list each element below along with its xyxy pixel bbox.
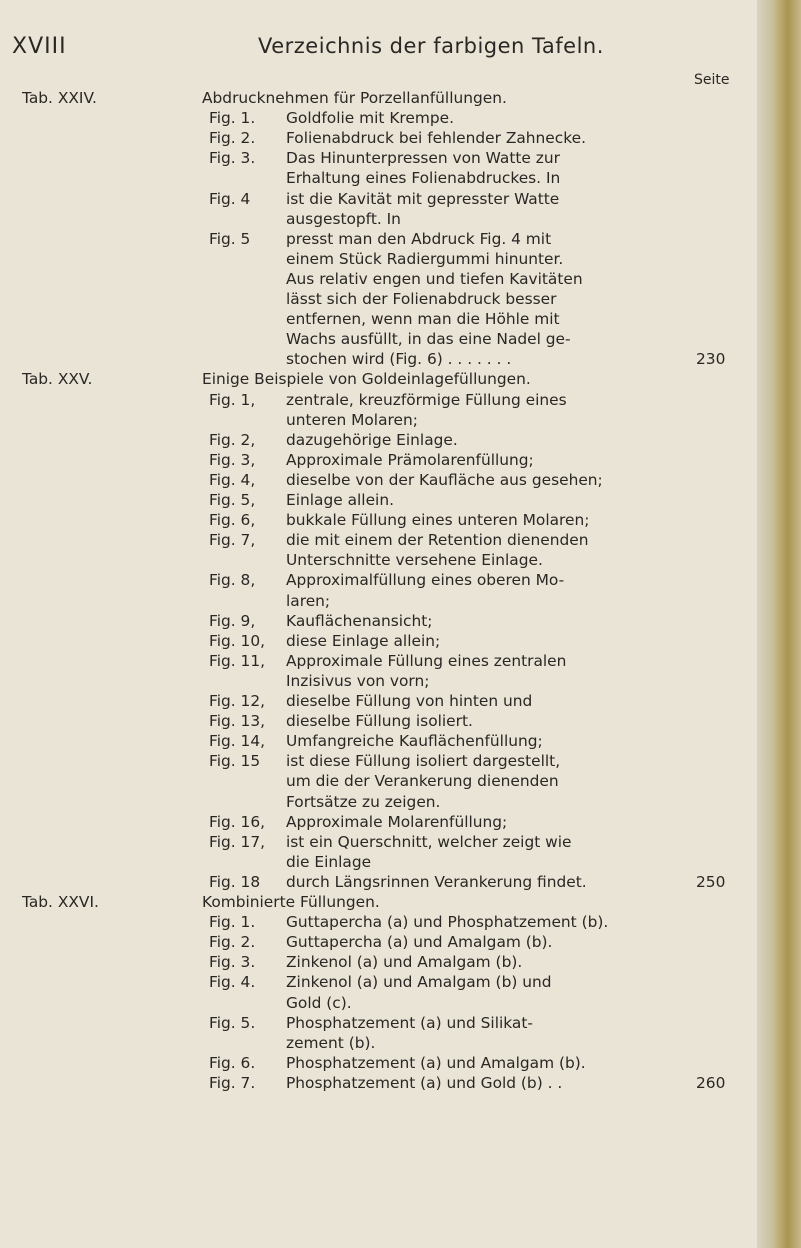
figure-caption: Folienabdruck bei fehlender Zahnecke. xyxy=(286,129,586,147)
figure-label: Fig. 1, xyxy=(209,391,256,409)
caption-continuation: entfernen, wenn man die Höhle mit xyxy=(286,310,560,328)
table-label: Tab. XXV. xyxy=(22,370,93,388)
figure-caption: Guttapercha (a) und Amalgam (b). xyxy=(286,933,553,951)
figure-caption: Einlage allein. xyxy=(286,491,394,509)
section-heading: Abdrucknehmen für Porzellanfüllungen. xyxy=(202,89,507,107)
caption-continuation: lässt sich der Folienabdruck besser xyxy=(286,290,557,308)
figure-caption: dieselbe von der Kaufläche aus gesehen; xyxy=(286,471,603,489)
figure-label: Fig. 11, xyxy=(209,652,266,670)
table-label: Tab. XXIV. xyxy=(22,89,97,107)
figure-caption: Approximale Molarenfüllung; xyxy=(286,813,508,831)
figure-label: Fig. 6. xyxy=(209,1054,256,1072)
figure-label: Fig. 3. xyxy=(209,149,256,167)
figure-label: Fig. 14, xyxy=(209,732,266,750)
figure-label: Fig. 3. xyxy=(209,953,256,971)
running-title: Verzeichnis der farbigen Tafeln. xyxy=(258,34,604,58)
figure-label: Fig. 12, xyxy=(209,692,266,710)
page-number-roman: XVIII xyxy=(12,34,67,59)
figure-caption: diese Einlage allein; xyxy=(286,632,441,650)
figure-label: Fig. 2. xyxy=(209,129,256,147)
figure-label: Fig. 16, xyxy=(209,813,266,831)
figure-label: Fig. 2. xyxy=(209,933,256,951)
figure-caption: dieselbe Füllung isoliert. xyxy=(286,712,473,730)
section-heading: Einige Beispiele von Goldeinlagefüllungen. xyxy=(202,370,531,388)
figure-caption: zentrale, kreuzförmige Füllung eines xyxy=(286,391,567,409)
figure-caption: durch Längsrinnen Verankerung findet. xyxy=(286,873,587,891)
figure-caption: Kauflächenansicht; xyxy=(286,612,433,630)
figure-caption: ist ein Querschnitt, welcher zeigt wie xyxy=(286,833,572,851)
page-reference: 250 xyxy=(696,873,726,891)
figure-label: Fig. 5. xyxy=(209,1014,256,1032)
figure-caption: ist diese Füllung isoliert dargestellt, xyxy=(286,752,561,770)
caption-continuation: stochen wird (Fig. 6) . . . . . . . xyxy=(286,350,512,368)
figure-caption: bukkale Füllung eines unteren Molaren; xyxy=(286,511,590,529)
table-label: Tab. XXVI. xyxy=(22,893,99,911)
figure-label: Fig. 7, xyxy=(209,531,256,549)
figure-caption: Zinkenol (a) und Amalgam (b). xyxy=(286,953,523,971)
figure-caption: Guttapercha (a) und Phosphatzement (b). xyxy=(286,913,609,931)
figure-caption: Phosphatzement (a) und Amalgam (b). xyxy=(286,1054,586,1072)
figure-label: Fig. 7. xyxy=(209,1074,256,1092)
caption-continuation: Unterschnitte versehene Einlage. xyxy=(286,551,543,569)
page-edge xyxy=(757,0,801,1248)
figure-caption: Umfangreiche Kauflächenfüllung; xyxy=(286,732,543,750)
figure-caption: Das Hinunterpressen von Watte zur xyxy=(286,149,560,167)
figure-label: Fig. 5, xyxy=(209,491,256,509)
caption-continuation: um die der Verankerung dienenden xyxy=(286,772,559,790)
figure-label: Fig. 15 xyxy=(209,752,261,770)
caption-continuation: zement (b). xyxy=(286,1034,376,1052)
figure-label: Fig. 2, xyxy=(209,431,256,449)
page-reference: 260 xyxy=(696,1074,726,1092)
figure-caption: Zinkenol (a) und Amalgam (b) und xyxy=(286,973,552,991)
seite-label: Seite xyxy=(694,72,730,88)
caption-continuation: Erhaltung eines Folienabdruckes. In xyxy=(286,169,561,187)
caption-continuation: Wachs ausfüllt, in das eine Nadel ge- xyxy=(286,330,571,348)
figure-label: Fig. 1. xyxy=(209,913,256,931)
caption-continuation: Gold (c). xyxy=(286,994,352,1012)
figure-label: Fig. 9, xyxy=(209,612,256,630)
figure-caption: Approximale Füllung eines zentralen xyxy=(286,652,567,670)
caption-continuation: unteren Molaren; xyxy=(286,411,418,429)
figure-caption: Phosphatzement (a) und Gold (b) . . xyxy=(286,1074,563,1092)
figure-caption: dieselbe Füllung von hinten und xyxy=(286,692,533,710)
caption-continuation: Inzisivus von vorn; xyxy=(286,672,430,690)
figure-caption: die mit einem der Retention dienenden xyxy=(286,531,589,549)
figure-caption: Approximale Prämolarenfüllung; xyxy=(286,451,534,469)
figure-caption: Approximalfüllung eines oberen Mo- xyxy=(286,571,565,589)
figure-label: Fig. 4. xyxy=(209,973,256,991)
figure-caption: ist die Kavität mit gepresster Watte xyxy=(286,190,560,208)
figure-caption: presst man den Abdruck Fig. 4 mit xyxy=(286,230,552,248)
figure-caption: Phosphatzement (a) und Silikat- xyxy=(286,1014,533,1032)
figure-label: Fig. 1. xyxy=(209,109,256,127)
figure-label: Fig. 17, xyxy=(209,833,266,851)
figure-label: Fig. 4, xyxy=(209,471,256,489)
figure-label: Fig. 6, xyxy=(209,511,256,529)
figure-label: Fig. 8, xyxy=(209,571,256,589)
figure-label: Fig. 18 xyxy=(209,873,261,891)
figure-caption: dazugehörige Einlage. xyxy=(286,431,458,449)
caption-continuation: Fortsätze zu zeigen. xyxy=(286,793,441,811)
caption-continuation: Aus relativ engen und tiefen Kavitäten xyxy=(286,270,583,288)
figure-label: Fig. 4 xyxy=(209,190,251,208)
page-reference: 230 xyxy=(696,350,726,368)
figure-label: Fig. 3, xyxy=(209,451,256,469)
figure-caption: Goldfolie mit Krempe. xyxy=(286,109,455,127)
figure-label: Fig. 5 xyxy=(209,230,251,248)
figure-label: Fig. 10, xyxy=(209,632,266,650)
caption-continuation: die Einlage xyxy=(286,853,372,871)
caption-continuation: einem Stück Radiergummi hinunter. xyxy=(286,250,564,268)
figure-label: Fig. 13, xyxy=(209,712,266,730)
section-heading: Kombinierte Füllungen. xyxy=(202,893,380,911)
caption-continuation: laren; xyxy=(286,592,331,610)
caption-continuation: ausgestopft. In xyxy=(286,210,401,228)
